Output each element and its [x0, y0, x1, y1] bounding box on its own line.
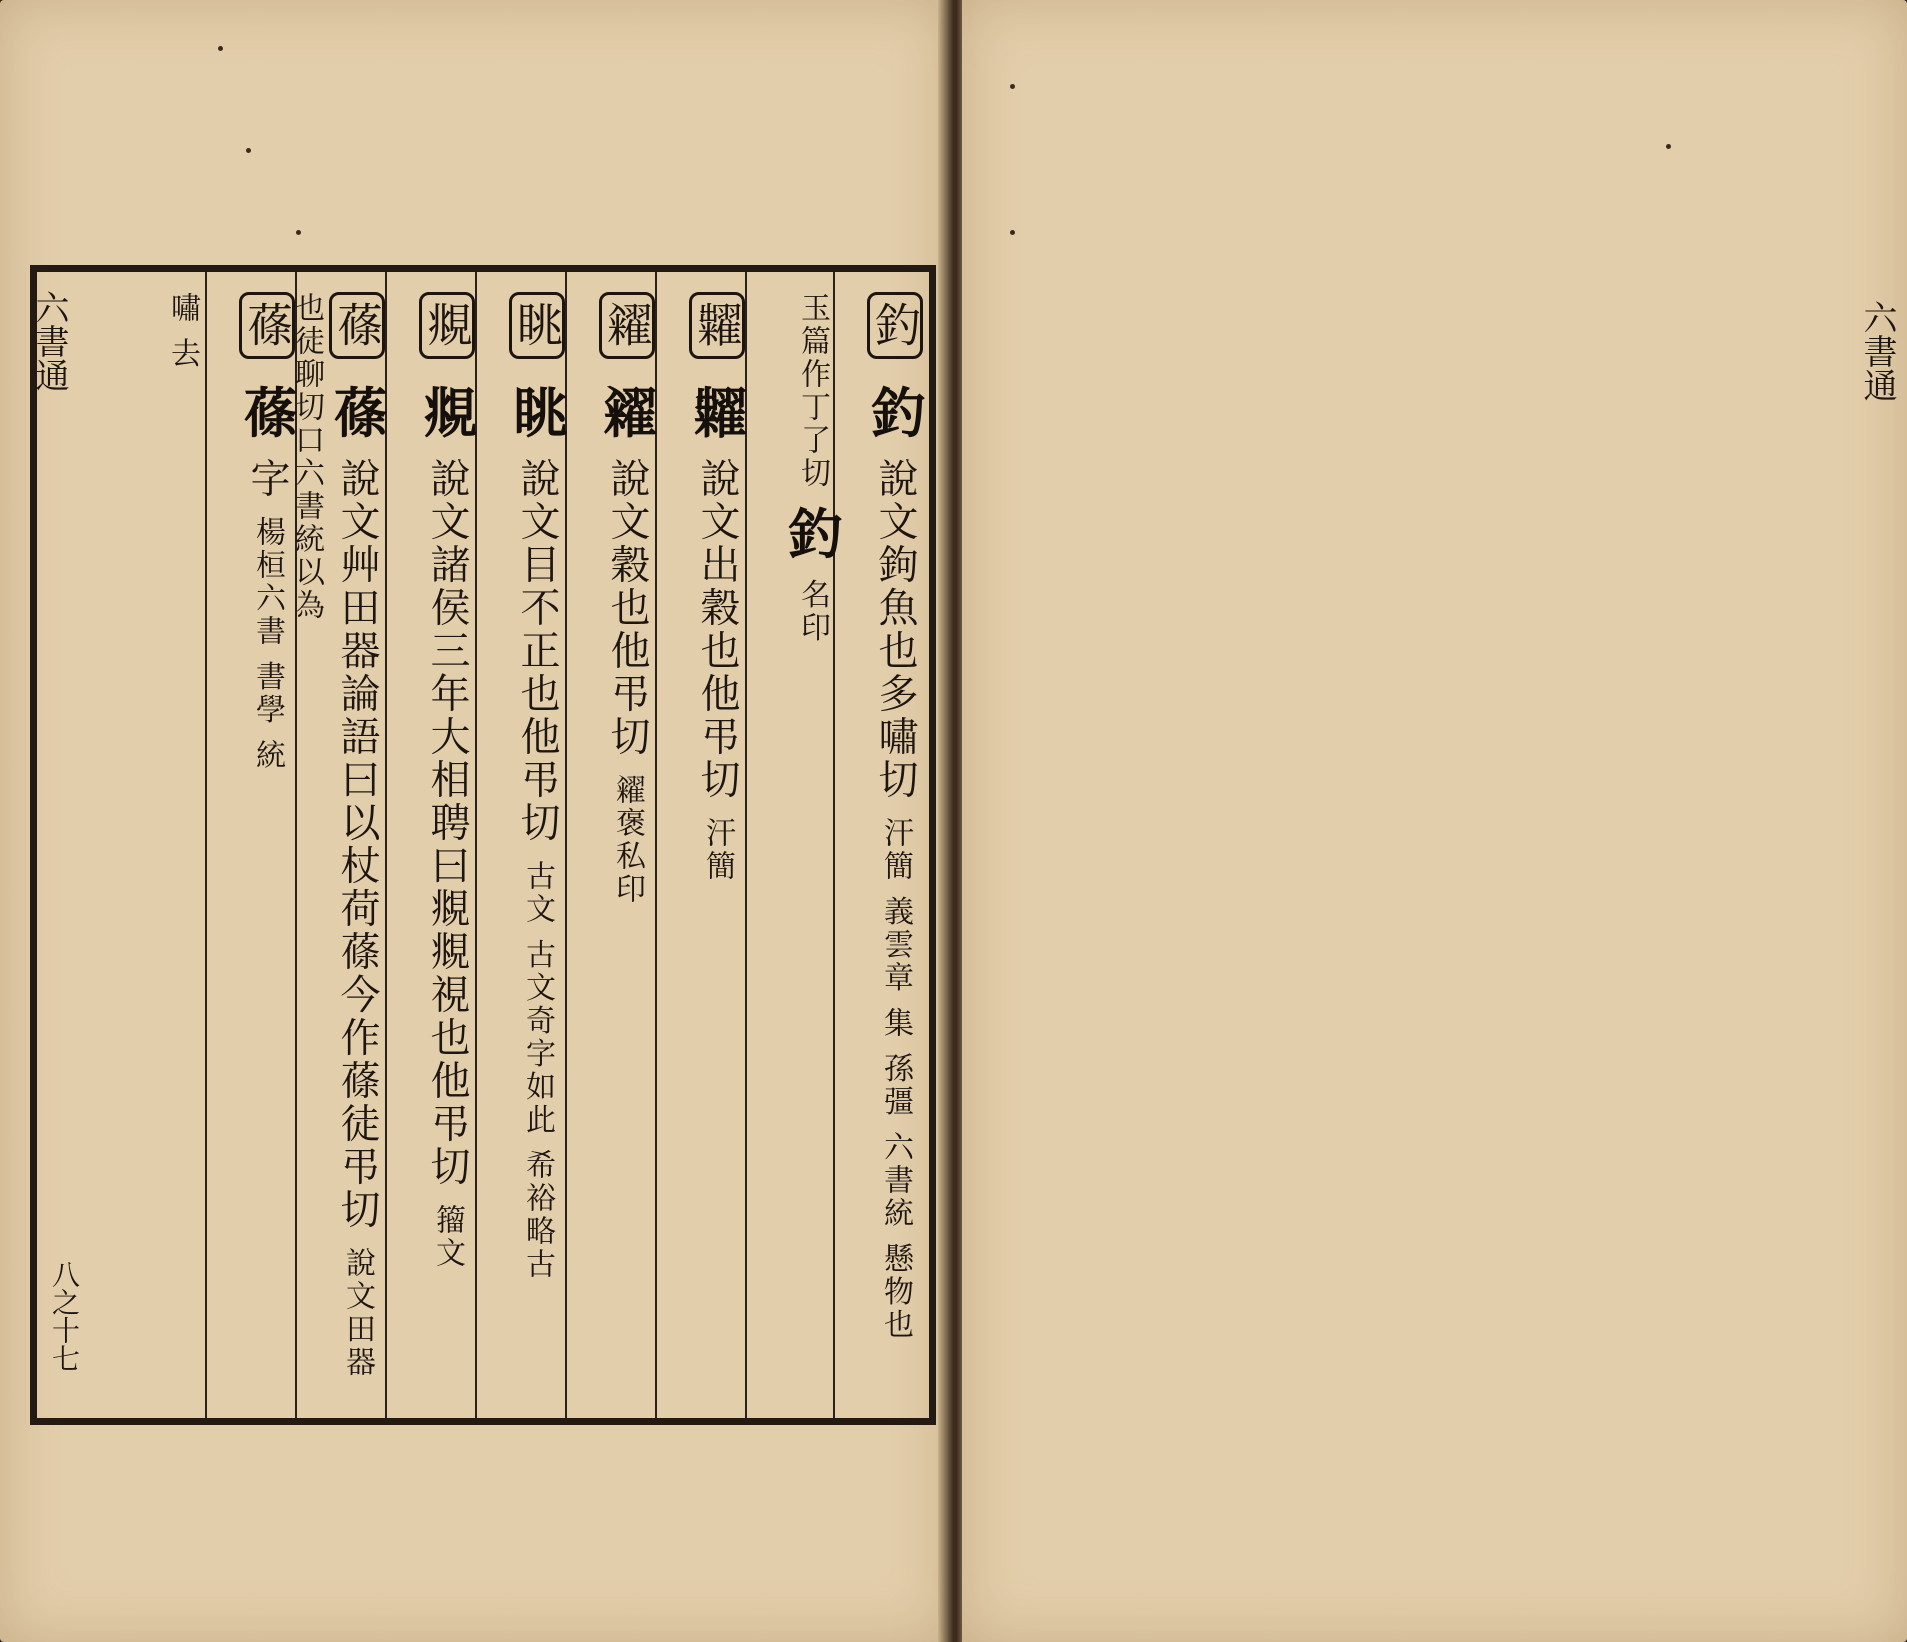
ink-spot: [1666, 144, 1671, 149]
column-rule: [565, 272, 567, 1418]
seal-script-character: 釣: [863, 384, 927, 442]
entry-source: 汗簡: [700, 817, 735, 884]
left-margin-label: 六書通: [29, 290, 69, 392]
entry-head-character: 覜: [419, 292, 475, 359]
entry-column: [395, 292, 479, 1398]
entry-text: 說文鉤魚也多嘯切: [872, 457, 918, 802]
entry-source: 糴褒私印: [610, 774, 645, 907]
entry-text: 玉篇作丁了切: [795, 292, 830, 490]
seal-script-character: 蓧: [235, 384, 299, 442]
entry-column: [485, 292, 569, 1398]
seal-script-character: 蓧: [325, 384, 389, 442]
entry-source: 汗簡 義雲章 集 孫彊 六書統 懸物也: [878, 817, 913, 1342]
ink-spot: [246, 148, 251, 153]
right-margin-label: 六書通: [1857, 300, 1897, 402]
entry-text: 說文出穀也他弔切: [694, 457, 740, 802]
entry-text: 說文諸侯三年大相聘曰覜覜視也他弔切: [424, 457, 470, 1189]
column-rule: [655, 272, 657, 1418]
entry-column: [843, 292, 927, 1398]
column-rule: [385, 272, 387, 1418]
entry-source: 名印: [795, 578, 830, 645]
folio-number: 八之十七: [48, 1260, 81, 1372]
entry-text: 說文艸田器論語曰以杖荷蓧今作蓧徒弔切: [334, 457, 380, 1232]
seal-script-character: 眺: [505, 384, 569, 442]
entry-source: 古文 古文奇字如此 希裕略古: [520, 860, 555, 1282]
entry-text: 字: [244, 457, 290, 501]
entry-head-character: 糴: [599, 292, 655, 359]
column-rule: [475, 272, 477, 1418]
seal-script-character: 糴: [595, 384, 659, 442]
entry-text: 說文穀也他弔切: [604, 457, 650, 759]
rhyme-tag: 嘯 去: [165, 292, 200, 371]
entry-column: [289, 292, 389, 1398]
entry-head-character: 蓧: [239, 292, 295, 359]
entry-head-character: 釣: [867, 292, 923, 359]
left-text-frame: [30, 265, 936, 1425]
seal-script-character: 糶: [685, 384, 749, 442]
entry-source: 籀文: [430, 1204, 465, 1271]
entry-head-character: 眺: [509, 292, 565, 359]
column-rule: [745, 272, 747, 1418]
left-page: [0, 0, 948, 1642]
entry-column: [665, 292, 749, 1398]
seal-script-character: 釣: [780, 505, 844, 563]
right-page: [962, 0, 1907, 1642]
ink-spot: [218, 46, 223, 51]
ink-spot: [1010, 230, 1015, 235]
ink-spot: [1010, 84, 1015, 89]
seal-script-character: 覜: [415, 384, 479, 442]
entry-text: 說文目不正也他弔切: [514, 457, 560, 845]
rhyme-tag-column: [125, 292, 205, 1398]
entry-column: [755, 292, 844, 1398]
ink-spot: [296, 230, 301, 235]
entry-column: [575, 292, 659, 1398]
entry-head-character: 糶: [689, 292, 745, 359]
entry-head-character: 蓧: [329, 292, 385, 359]
entry-source: 楊桓六書 書學 統: [250, 516, 285, 773]
column-rule: [205, 272, 207, 1418]
entry-source: 說文田器也徒聊切口六書統以為: [289, 292, 375, 1380]
entry-column: [215, 292, 299, 1398]
